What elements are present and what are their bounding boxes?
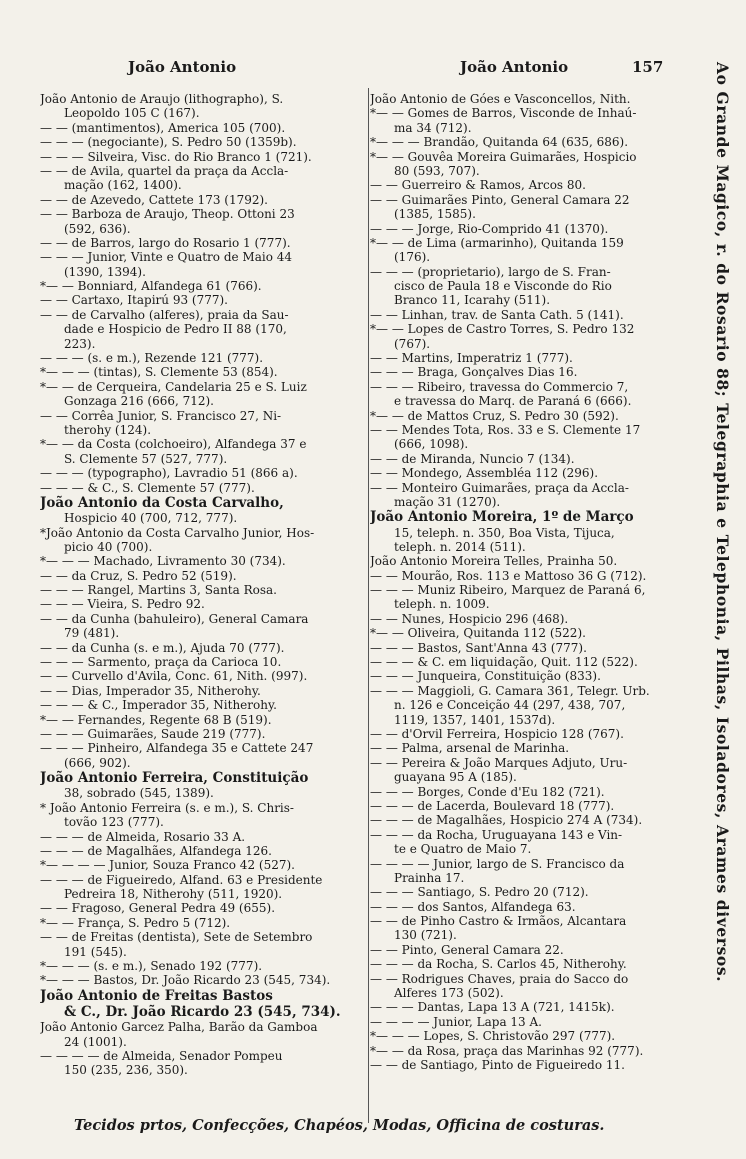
directory-entry-line: — — — Junior, Vinte e Quatro de Maio 44	[40, 250, 292, 265]
directory-entry-line: — — — (negociante), S. Pedro 50 (1359b).	[40, 135, 297, 150]
directory-entry-line: * João Antonio Ferreira (s. e m.), S. Chris-	[40, 800, 294, 815]
directory-entry-line: — — — Vieira, S. Pedro 92.	[40, 597, 205, 612]
directory-entry-line: *— — — Brandão, Quitanda 64 (635, 686).	[370, 135, 629, 150]
directory-entry-line: — — Cartaxo, Itapirú 93 (777).	[40, 293, 228, 308]
directory-entry-line: — — — de Lacerda, Boulevard 18 (777).	[370, 798, 615, 813]
directory-entry-line: therohy (124).	[64, 422, 152, 437]
directory-entry-line: — — — Bastos, Sant'Anna 43 (777).	[370, 640, 587, 655]
side-advertisement: Ao Grande Magico, r. do Rosario 88; Telegraphia e Telephonia, Pilhas, Isoladores, Arames diversos.	[713, 62, 732, 983]
directory-entry-line: — — — de Figueiredo, Alfand. 63 e Presidente	[40, 872, 323, 887]
directory-entry-line: Branco 11, Icarahy (511).	[394, 293, 551, 308]
directory-entry-line: (1385, 1585).	[394, 207, 476, 222]
directory-entry-line: (666, 902).	[64, 755, 131, 770]
directory-entry-line: & C., Dr. João Ricardo 23 (545, 734).	[64, 1004, 341, 1020]
directory-entry-line: guayana 95 A (185).	[394, 770, 517, 785]
directory-entry-line: João Antonio Garcez Palha, Barão da Gamboa	[40, 1020, 318, 1035]
directory-entry-line: — — Monteiro Guimarães, praça da Accla-	[370, 480, 629, 495]
directory-entry-line: — — Mendes Tota, Ros. 33 e S. Clemente 17	[370, 422, 641, 437]
directory-entry-line: (1390, 1394).	[64, 264, 146, 279]
footer-advertisement: Tecidos prtos, Confecções, Chapéos, Modas, Officina de costuras.	[74, 1117, 605, 1134]
directory-entry-line: — — de Azevedo, Cattete 173 (1792).	[40, 192, 268, 207]
directory-entry-line: — — — Sarmento, praça da Carioca 10.	[40, 655, 282, 670]
directory-entry-line: *— — de Lima (armarinho), Quitanda 159	[370, 235, 624, 250]
directory-entry-line: — — da Cunha (bahuleiro), General Camara	[40, 611, 309, 626]
directory-entry-line: mação 31 (1270).	[394, 494, 501, 509]
directory-entry-line: *João Antonio da Costa Carvalho Junior, Hos-	[40, 525, 315, 540]
directory-entry-line: — — — — Junior, largo de S. Francisco da	[370, 856, 625, 871]
directory-entry-line: — — Linhan, trav. de Santa Cath. 5 (141).	[370, 307, 624, 322]
directory-entry-line: — — Curvello d'Avila, Conc. 61, Nith. (997).	[40, 669, 308, 684]
directory-entry-line: tovão 123 (777).	[64, 815, 164, 830]
directory-entry-line: teleph. n. 2014 (511).	[394, 539, 526, 554]
directory-entry-line: — — — & C., Imperador 35, Nitherohy.	[40, 698, 277, 713]
directory-entry-line: *— — Fernandes, Regente 68 B (519).	[40, 712, 272, 727]
directory-entry-line: — — — Dantas, Lapa 13 A (721, 1415k).	[370, 1000, 615, 1015]
directory-entry-line: *— — França, S. Pedro 5 (712).	[40, 915, 231, 930]
directory-entry-line: *— — — (tintas), S. Clemente 53 (854).	[40, 365, 278, 380]
directory-entry-line: — — de Pinho Castro & Irmãos, Alcantara	[370, 914, 627, 929]
directory-entry-line: — — Martins, Imperatriz 1 (777).	[370, 351, 573, 366]
directory-entry-line: — — — Borges, Conde d'Eu 182 (721).	[370, 784, 605, 799]
directory-entry-line: — — de Avila, quartel da praça da Accla-	[40, 163, 289, 178]
directory-entry-line: — — — Santiago, S. Pedro 20 (712).	[370, 885, 589, 900]
directory-entry-line: 38, sobrado (545, 1389).	[64, 786, 214, 801]
right-column	[370, 92, 695, 1072]
directory-entry-line: *— — — Bastos, Dr. João Ricardo 23 (545, 734).	[40, 973, 331, 988]
directory-entry-line: — — de Miranda, Nuncio 7 (134).	[370, 451, 575, 466]
directory-entry-line: picio 40 (700).	[64, 539, 153, 554]
directory-entry-line: 24 (1001).	[64, 1034, 127, 1049]
directory-entry-line: — — de Santiago, Pinto de Figueiredo 11.	[370, 1057, 625, 1072]
directory-entry-line: — — de Barros, largo do Rosario 1 (777).	[40, 235, 291, 250]
directory-entry-line: 15, teleph. n. 350, Boa Vista, Tijuca,	[394, 525, 615, 540]
directory-entry-line: João Antonio Moreira, 1º de Março	[370, 509, 634, 526]
directory-entry-line: — — — — de Almeida, Senador Pompeu	[40, 1048, 283, 1063]
directory-entry-line: *— — de Mattos Cruz, S. Pedro 30 (592).	[370, 408, 619, 423]
directory-entry-line: 150 (235, 236, 350).	[64, 1063, 188, 1078]
directory-entry-line: — — — Silveira, Visc. do Rio Branco 1 (721).	[40, 149, 312, 164]
directory-entry-line: — — Guerreiro & Ramos, Arcos 80.	[370, 178, 586, 193]
directory-entry-line: — — — Ribeiro, travessa do Commercio 7,	[370, 379, 629, 394]
directory-entry-line: 80 (593, 707).	[394, 163, 480, 178]
directory-entry-line: *— — Lopes de Castro Torres, S. Pedro 132	[370, 322, 635, 337]
directory-entry-line: — — Pinto, General Camara 22.	[370, 942, 564, 957]
directory-entry-line: 130 (721).	[394, 928, 457, 943]
directory-entry-line: João Antonio Moreira Telles, Prainha 50.	[370, 554, 618, 569]
directory-entry-line: *— — — Lopes, S. Christovão 297 (777).	[370, 1029, 616, 1044]
directory-entry-line: Alferes 173 (502).	[394, 986, 504, 1001]
directory-entry-line: João Antonio Ferreira, Constituição	[40, 770, 309, 787]
directory-entry-line: *— — Gomes de Barros, Visconde de Inhaú-	[370, 106, 637, 121]
directory-entry-line: — — — Maggioli, G. Camara 361, Telegr. Urb.	[370, 683, 650, 698]
directory-entry-line: — — Mourão, Ros. 113 e Mattoso 36 G (712).	[370, 568, 647, 583]
directory-entry-line: — — — de Magalhães, Hospicio 274 A (734).	[370, 813, 643, 828]
directory-entry-line: — — — & C. em liquidação, Quit. 112 (522).	[370, 655, 638, 670]
directory-entry-line: — — — dos Santos, Alfandega 63.	[370, 899, 576, 914]
directory-entry-line: *— — Gouvêa Moreira Guimarães, Hospicio	[370, 149, 637, 164]
directory-entry-line: João Antonio de Góes e Vasconcellos, Nith.	[370, 92, 631, 106]
directory-entry-line: ma 34 (712).	[394, 120, 472, 135]
directory-entry-line: *— — de Cerqueira, Candelaria 25 e S. Luiz	[40, 379, 307, 394]
right-running-head: João Antonio	[460, 58, 569, 76]
directory-entry-line: (592, 636).	[64, 221, 131, 236]
page-number: 157	[632, 58, 664, 76]
directory-entry-line: *— — — (s. e m.), Senado 192 (777).	[40, 959, 263, 974]
directory-entry-line: — — da Cunha (s. e m.), Ajuda 70 (777).	[40, 640, 285, 655]
directory-entry-line: — — da Cruz, S. Pedro 52 (519).	[40, 568, 237, 583]
directory-entry-line: Leopoldo 105 C (167).	[64, 106, 200, 121]
directory-entry-line: Prainha 17.	[394, 870, 465, 885]
directory-entry-line: Gonzaga 216 (666, 712).	[64, 394, 214, 409]
directory-entry-line: — — — Junqueira, Constituição (833).	[370, 669, 601, 684]
directory-entry-line: mação (162, 1400).	[64, 178, 182, 193]
directory-entry-line: — — — (typographo), Lavradio 51 (866 a).	[40, 466, 298, 481]
directory-entry-line: *— — da Rosa, praça das Marinhas 92 (777).	[370, 1043, 644, 1058]
directory-entry-line: — — Guimarães Pinto, General Camara 22	[370, 192, 630, 207]
directory-entry-line: — — Barboza de Araujo, Theop. Ottoni 23	[40, 207, 295, 222]
directory-entry-line: — — — Rangel, Martins 3, Santa Rosa.	[40, 583, 277, 598]
directory-entry-line: *— — — Machado, Livramento 30 (734).	[40, 554, 286, 569]
directory-entry-line: teleph. n. 1009.	[394, 597, 490, 612]
directory-entry-line: S. Clemente 57 (527, 777).	[64, 451, 228, 466]
directory-entry-line: — — Pereira & João Marques Adjuto, Uru-	[370, 755, 628, 770]
directory-entry-line: — — de Freitas (dentista), Sete de Setembro	[40, 930, 313, 945]
directory-entry-line: 191 (545).	[64, 944, 127, 959]
directory-entry-line: — — de Carvalho (alferes), praia da Sau-	[40, 307, 289, 322]
directory-entry-line: — — — Pinheiro, Alfandega 35 e Cattete 247	[40, 741, 314, 756]
directory-entry-line: *— — Bonniard, Alfandega 61 (766).	[40, 279, 262, 294]
directory-entry-line: *— — Oliveira, Quitanda 112 (522).	[370, 626, 586, 641]
directory-entry-line: João Antonio de Freitas Bastos	[40, 987, 273, 1004]
directory-entry-line: — — — de Almeida, Rosario 33 A.	[40, 829, 246, 844]
directory-entry-line: — — — de Magalhães, Alfandega 126.	[40, 843, 272, 858]
directory-entry-line: — — — da Rocha, Uruguayana 143 e Vin-	[370, 827, 623, 842]
directory-entry-line: — — Mondego, Assembléa 112 (296).	[370, 466, 599, 481]
directory-entry-line: 1119, 1357, 1401, 1537d).	[394, 712, 556, 727]
column-divider	[368, 88, 369, 1123]
directory-entry-line: — — Rodrigues Chaves, praia do Sacco do	[370, 971, 629, 986]
directory-entry-line: — — — Braga, Gonçalves Dias 16.	[370, 365, 578, 380]
directory-entry-line: — — Dias, Imperador 35, Nitherohy.	[40, 683, 261, 698]
directory-entry-line: (666, 1098).	[394, 437, 469, 452]
directory-entry-line: — — — (proprietario), largo de S. Fran-	[370, 264, 611, 279]
directory-entry-line: (767).	[394, 336, 431, 351]
directory-entry-line: — — — Muniz Ribeiro, Marquez de Paraná 6,	[370, 583, 646, 598]
directory-entry-line: João Antonio da Costa Carvalho,	[40, 494, 284, 511]
directory-entry-line: — — — — Junior, Lapa 13 A.	[370, 1014, 542, 1029]
directory-entry-line: — — d'Orvil Ferreira, Hospicio 128 (767).	[370, 726, 624, 741]
directory-entry-line: — — Corrêa Junior, S. Francisco 27, Ni-	[40, 408, 282, 423]
directory-entry-line: — — — Guimarães, Saude 219 (777).	[40, 726, 266, 741]
left-column	[40, 92, 365, 1078]
directory-entry-line: Hospicio 40 (700, 712, 777).	[64, 511, 238, 526]
directory-entry-line: cisco de Paula 18 e Visconde do Rio	[394, 279, 612, 294]
directory-entry-line: *— — da Costa (colchoeiro), Alfandega 37 e	[40, 437, 307, 452]
directory-entry-line: Pedreira 18, Nitherohy (511, 1920).	[64, 887, 283, 902]
directory-entry-line: — — — da Rocha, S. Carlos 45, Nitherohy.	[370, 957, 627, 972]
directory-entry-line: n. 126 e Conceição 44 (297, 438, 707,	[394, 698, 626, 713]
directory-entry-line: te e Quatro de Maio 7.	[394, 842, 532, 857]
directory-entry-line: — — Nunes, Hospicio 296 (468).	[370, 611, 569, 626]
directory-entry-line: — — Palma, arsenal de Marinha.	[370, 741, 570, 756]
directory-entry-line: João Antonio de Araujo (lithographo), S.	[40, 92, 284, 106]
directory-entry-line: *— — — — Junior, Souza Franco 42 (527).	[40, 858, 295, 873]
directory-entry-line: e travessa do Marq. de Paraná 6 (666).	[394, 394, 632, 409]
directory-entry-line: — — — Jorge, Rio-Comprido 41 (1370).	[370, 221, 609, 236]
directory-entry-line: (176).	[394, 250, 431, 265]
directory-entry-line: dade e Hospicio de Pedro II 88 (170,	[64, 322, 287, 337]
directory-entry-line: — — Fragoso, General Pedra 49 (655).	[40, 901, 276, 916]
directory-entry-line: 223).	[64, 336, 96, 351]
directory-entry-line: — — — (s. e m.), Rezende 121 (777).	[40, 351, 264, 366]
directory-entry-line: — — (mantimentos), America 105 (700).	[40, 120, 286, 135]
directory-entry-line: 79 (481).	[64, 626, 120, 641]
directory-entry-line: — — — & C., S. Clemente 57 (777).	[40, 480, 255, 495]
left-running-head: João Antonio	[128, 58, 237, 76]
